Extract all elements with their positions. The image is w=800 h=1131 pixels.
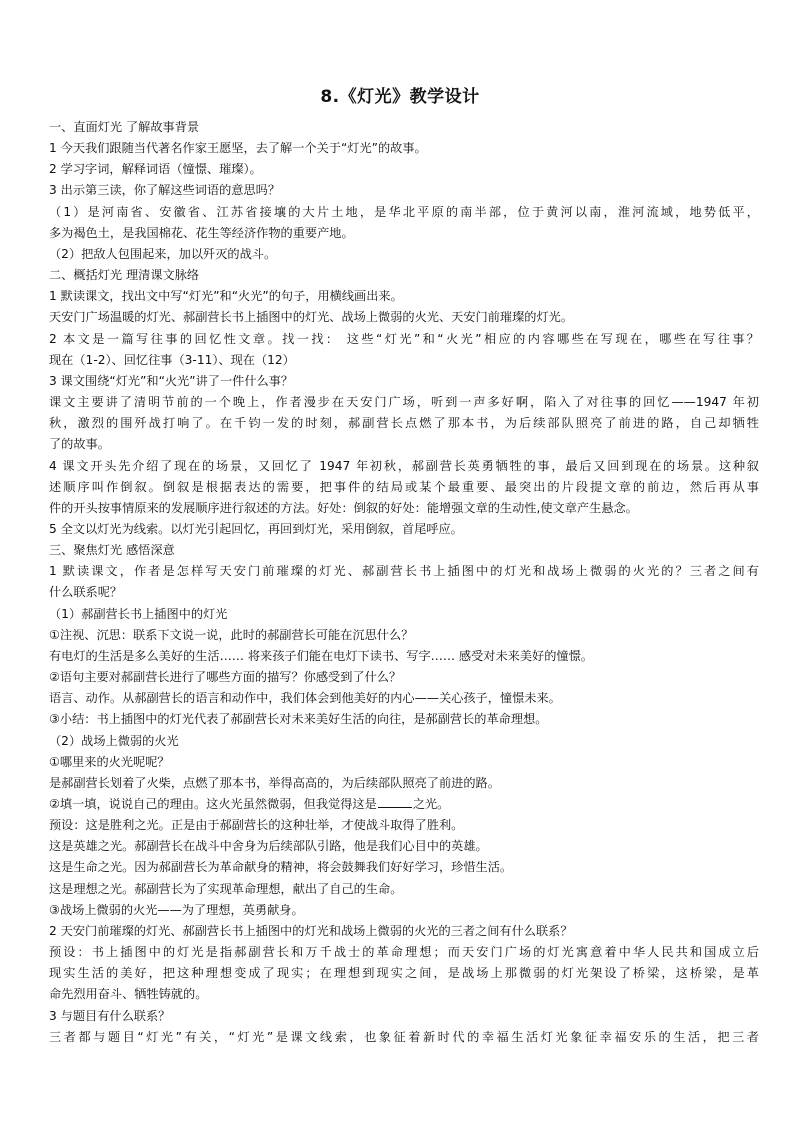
section-heading-3: 三、聚焦灯光 感悟深意	[49, 543, 175, 558]
paragraph-line: 这是生命之光。因为郝副营长为革命献身的精神，将会鼓舞我们好好学习，珍惜生活。	[49, 860, 513, 875]
paragraph-line: 预设：这是胜利之光。正是由于郝副营长的这种壮举，才使战斗取得了胜利。	[49, 818, 464, 833]
section-heading-1: 一、直面灯光 了解故事背景	[49, 120, 200, 134]
paragraph-line: 语言、动作。从郝副营长的语言和动作中，我们体会到他美好的内心——关心孩子，憧憬未来。	[49, 691, 561, 706]
paragraph-line: 3 与题目有什么联系？	[49, 1008, 171, 1023]
paragraph-line: ③战场上微弱的火光——为了理想，英勇献身。	[49, 902, 304, 917]
paragraph-line: 现实生活的美好，把这种理想变成了现实；在理想到现实之间，是战场上那微弱的灯光架设了桥梁，这桥梁，是革	[49, 966, 759, 981]
paragraph-line: 现在（1-2）、回忆往事（3-11）、现在（12）	[49, 352, 295, 367]
document-body	[49, 117, 759, 1048]
paragraph-line: 多为褐色土，是我国棉花、花生等经济作物的重要产地。	[49, 225, 354, 240]
paragraph-line: 秋，激烈的围歼战打响了。在千钧一发的时刻，郝副营长点燃了那本书，为后续部队照亮了前进的路，自己却牺牲	[49, 416, 759, 431]
paragraph-line: 2 天安门前璀璨的灯光、郝副营长书上插图中的灯光和战场上微弱的火光的三者之间有什么联系？	[49, 923, 573, 938]
paragraph-line: 什么联系呢？	[49, 585, 123, 600]
paragraph-line: 是郝副营长划着了火柴，点燃了那本书，举得高高的，为后续部队照亮了前进的路。	[49, 775, 500, 790]
paragraph-line: 了的故事。	[49, 437, 110, 452]
document-title: 8.《灯光》教学设计	[320, 87, 480, 107]
paragraph-line: 天安门广场温暖的灯光、郝副营长书上插图中的灯光、战场上微弱的火光、天安门前璀璨的灯光。	[49, 310, 574, 325]
paragraph-line: 5 全文以灯光为线索。以灯光引起回忆，再回到灯光，采用倒叙，首尾呼应。	[49, 521, 463, 536]
fill-blank-suffix: 之光。	[412, 797, 450, 811]
fill-blank-prompt: ②填一填，说说自己的理由。这火光虽然微弱，但我觉得这是	[49, 797, 377, 811]
paragraph-line: 这是理想之光。郝副营长为了实现革命理想，献出了自己的生命。	[49, 881, 403, 896]
paragraph-line: （1）郝副营长书上插图中的灯光	[49, 606, 228, 621]
fill-blank-line	[49, 794, 759, 815]
paragraph-line: 有电灯的生活是多么美好的生活…… 将来孩子们能在电灯下读书、写字…… 感受对未来美好的憧憬。	[49, 648, 593, 663]
paragraph-line: ②语句主要对郝副营长进行了哪些方面的描写？你感受到了什么？	[49, 670, 402, 685]
answer-blank	[378, 795, 412, 808]
paragraph-line: 件的开头按事情原来的发展顺序进行叙述的方法。好处：倒叙的好处：能增强文章的生动性,使文章产生悬念。	[49, 500, 638, 515]
paragraph-line: 4 课文开头先介绍了现在的场景，又回忆了 1947 年初秋，郝副营长英勇牺牲的事，最后又回到现在的场景。这种叙	[49, 458, 759, 473]
paragraph-line: 这是英雄之光。郝副营长在战斗中舍身为后续部队引路，他是我们心目中的英雄。	[49, 839, 488, 854]
paragraph-line: ①注视、沉思：联系下文说一说，此时的郝副营长可能在沉思什么？	[49, 627, 414, 642]
paragraph-line: 3 课文围绕“灯光”和“火光”讲了一件什么事？	[49, 373, 294, 388]
paragraph-line: 命先烈用奋斗、牺牲铸就的。	[49, 987, 208, 1002]
paragraph-line: 三者都与题目“灯光”有关，“灯光”是课文线索，也象征着新时代的幸福生活灯光象征幸福安乐的生活，把三者	[49, 1029, 759, 1044]
paragraph-line: 预设：书上插图中的灯光是指郝副营长和万千战士的革命理想；而天安门广场的灯光寓意着中华人民共和国成立后	[49, 945, 759, 960]
paragraph-line: 2 学习字词，解释词语（憧憬、璀璨）。	[49, 162, 262, 177]
paragraph-line: （2）把敌人包围起来，加以歼灭的战斗。	[49, 246, 277, 261]
section-heading-2: 二、概括灯光 理清课文脉络	[49, 268, 200, 283]
paragraph-line: 1 今天我们跟随当代著名作家王愿坚，去了解一个关于“灯光”的故事。	[49, 141, 427, 156]
paragraph-line: （1）是河南省、安徽省、江苏省接壤的大片土地，是华北平原的南半部，位于黄河以南，淮河流域，地势低平，	[49, 204, 759, 219]
paragraph-line: 述顺序叫作倒叙。倒叙是根据表达的需要，把事件的结局或某个最重要、最突出的片段提文章的前边，然后再从事	[49, 479, 759, 494]
paragraph-line: （2）战场上微弱的火光	[49, 733, 179, 748]
paragraph-line: 1 默读课文，找出文中写“灯光”和“火光”的句子，用横线画出来。	[49, 289, 403, 304]
paragraph-line: ③小结：书上插图中的灯光代表了郝副营长对未来美好生活的向往，是郝副营长的革命理想。	[49, 712, 548, 727]
paragraph-line: 3 出示第三读，你了解这些词语的意思吗？	[49, 183, 281, 198]
paragraph-line: 1 默读课文，作者是怎样写天安门前璀璨的灯光、郝副营长书上插图中的灯光和战场上微弱的火光的？三者之间有	[49, 564, 759, 579]
paragraph-line: ①哪里来的火光呢呢？	[49, 754, 170, 769]
paragraph-line: 2 本文是一篇写往事的回忆性文章。找一找： 这些“灯光”和“火光”相应的内容哪些在写现在，哪些在写往事？	[49, 331, 759, 346]
paragraph-line: 课文主要讲了清明节前的一个晚上，作者漫步在天安门广场，听到一声多好啊，陷入了对往事的回忆——1947 年初	[49, 395, 759, 410]
